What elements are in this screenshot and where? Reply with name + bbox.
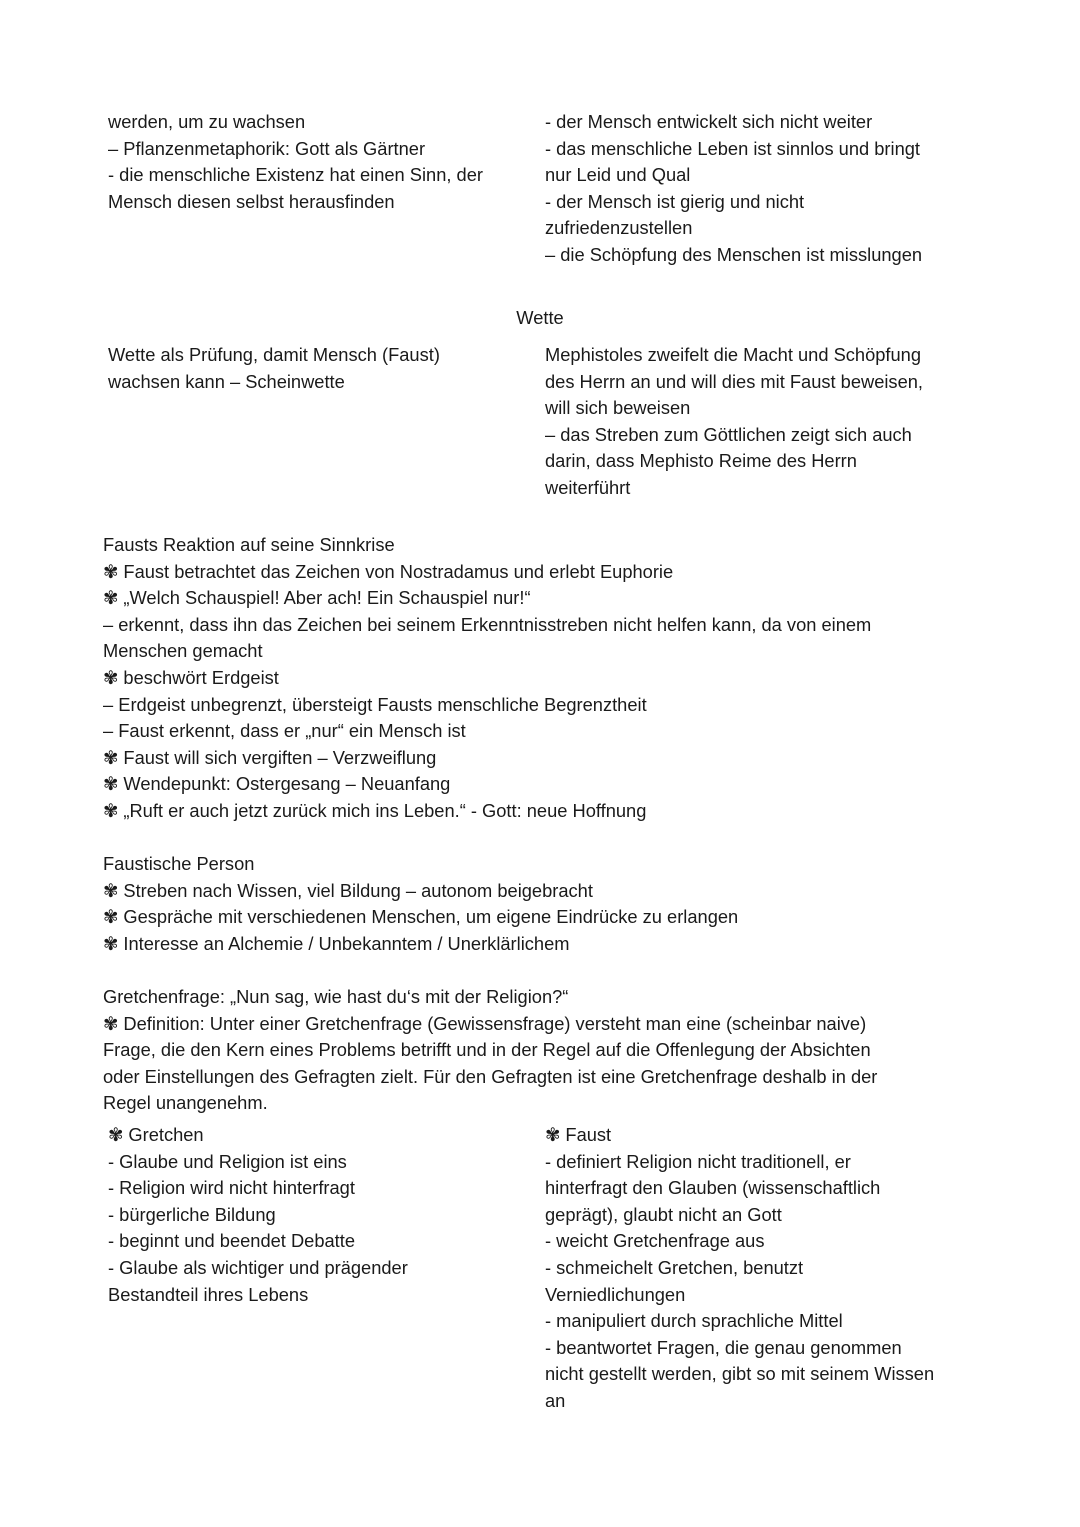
top-right-line: – die Schöpfung des Menschen ist misslungen	[545, 243, 923, 265]
sinnkrise-line: ✾ Wendepunkt: Ostergesang – Neuanfang	[103, 773, 451, 795]
faustische-person-line: Faustische Person	[103, 853, 255, 874]
faustische-person	[103, 851, 738, 957]
wette-right-line: – das Streben zum Göttlichen zeigt sich auch	[545, 423, 912, 445]
wette-right-line: will sich beweisen	[545, 397, 691, 419]
sinnkrise-line: ✾ beschwört Erdgeist	[103, 666, 279, 688]
wette-right-line: Mephistoles zweifelt die Macht und Schöpfung	[545, 344, 921, 365]
sinnkrise-line: ✾ „Welch Schauspiel! Aber ach! Ein Schauspiel nur!“	[103, 587, 531, 609]
sinnkrise-line: Fausts Reaktion auf seine Sinnkrise	[103, 534, 395, 555]
gretchen-column-line: - beginnt und beendet Debatte	[108, 1230, 355, 1252]
gretchenfrage-line: oder Einstellungen des Gefragten zielt. Für den Gefragten ist eine Gretchenfrage deshalb in der	[103, 1065, 878, 1087]
gretchen-column-line: - Glaube als wichtiger und prägender	[108, 1256, 408, 1278]
top-right-line: - das menschliche Leben ist sinnlos und bringt	[545, 137, 920, 159]
sinnkrise-line: ✾ Faust will sich vergiften – Verzweiflung	[103, 746, 437, 768]
gretchen-column-line: Bestandteil ihres Lebens	[108, 1283, 309, 1305]
gretchenfrage-line: Frage, die den Kern eines Problems betrifft und in der Regel auf die Offenlegung der Absichten	[103, 1039, 871, 1061]
gretchenfrage-line: ✾ Definition: Unter einer Gretchenfrage (Gewissensfrage) versteht man eine (scheinbar naive)	[103, 1012, 867, 1034]
wette-right	[545, 342, 923, 502]
sinnkrise-line: ✾ Faust betrachtet das Zeichen von Nostradamus und erlebt Euphorie	[103, 560, 674, 582]
faust-column-line: - schmeichelt Gretchen, benutzt	[545, 1256, 804, 1278]
wette-right-line: darin, dass Mephisto Reime des Herrn	[545, 450, 857, 472]
gretchen-column-line: ✾ Gretchen	[108, 1124, 204, 1145]
gretchenfrage-line: Regel unangenehm.	[103, 1092, 268, 1114]
top-right-line: - der Mensch entwickelt sich nicht weiter	[545, 111, 873, 132]
gretchen-column-line: - Glaube und Religion ist eins	[108, 1150, 347, 1172]
faust-column-line: - definiert Religion nicht traditionell, er	[545, 1150, 851, 1172]
wette-left	[108, 342, 440, 395]
sinnkrise-line: – Faust erkennt, dass er „nur“ ein Mensch ist	[103, 720, 466, 742]
wette-left-line: wachsen kann – Scheinwette	[108, 370, 345, 392]
sinnkrise-line: ✾ „Ruft er auch jetzt zurück mich ins Leben.“ - Gott: neue Hoffnung	[103, 799, 647, 821]
faust-column-line: an	[545, 1389, 566, 1411]
gretchenfrage-line: Gretchenfrage: „Nun sag, wie hast du‘s mit der Religion?“	[103, 986, 569, 1007]
faustische-person-line: ✾ Interesse an Alchemie / Unbekanntem / Unerklärlichem	[103, 932, 570, 954]
faust-column-line: geprägt), glaubt nicht an Gott	[545, 1203, 782, 1225]
top-right-line: nur Leid und Qual	[545, 164, 691, 186]
faust-column-line: hinterfragt den Glauben (wissenschaftlich	[545, 1177, 881, 1199]
top-left-line: - die menschliche Existenz hat einen Sinn, der	[108, 164, 483, 186]
faust-column-line: nicht gestellt werden, gibt so mit seinem Wissen	[545, 1363, 935, 1385]
top-left-line: – Pflanzenmetaphorik: Gott als Gärtner	[108, 137, 426, 159]
top-right-line: zufriedenzustellen	[545, 217, 693, 239]
wette-left-line: Wette als Prüfung, damit Mensch (Faust)	[108, 344, 440, 365]
top-left	[108, 109, 483, 215]
sinnkrise	[103, 532, 871, 825]
top-right-line: - der Mensch ist gierig und nicht	[545, 190, 805, 212]
wette-heading	[440, 305, 640, 332]
faust-column-line: - manipuliert durch sprachliche Mittel	[545, 1310, 843, 1332]
faustische-person-line: ✾ Streben nach Wissen, viel Bildung – autonom beigebracht	[103, 879, 593, 901]
faust-column	[545, 1122, 934, 1415]
gretchen-column-line: - bürgerliche Bildung	[108, 1203, 276, 1225]
sinnkrise-line: Menschen gemacht	[103, 640, 263, 662]
faust-column-line: ✾ Faust	[545, 1124, 612, 1145]
gretchen-column	[108, 1122, 408, 1308]
faust-column-line: - beantwortet Fragen, die genau genommen	[545, 1336, 902, 1358]
gretchen-column-line: - Religion wird nicht hinterfragt	[108, 1177, 355, 1199]
wette-right-line: des Herrn an und will dies mit Faust beweisen,	[545, 370, 923, 392]
wette-right-line: weiterführt	[545, 476, 631, 498]
sinnkrise-line: – Erdgeist unbegrenzt, übersteigt Fausts menschliche Begrenztheit	[103, 693, 647, 715]
top-right	[545, 109, 922, 269]
top-left-line: Mensch diesen selbst herausfinden	[108, 190, 395, 212]
faust-column-line: Verniedlichungen	[545, 1283, 686, 1305]
sinnkrise-line: – erkennt, dass ihn das Zeichen bei seinem Erkenntnisstreben nicht helfen kann, da von einem	[103, 613, 872, 635]
wette-heading-line: Wette	[516, 307, 564, 328]
faust-column-line: - weicht Gretchenfrage aus	[545, 1230, 765, 1252]
gretchenfrage	[103, 984, 877, 1117]
top-left-line: werden, um zu wachsen	[108, 111, 306, 132]
faustische-person-line: ✾ Gespräche mit verschiedenen Menschen, um eigene Eindrücke zu erlangen	[103, 906, 739, 928]
